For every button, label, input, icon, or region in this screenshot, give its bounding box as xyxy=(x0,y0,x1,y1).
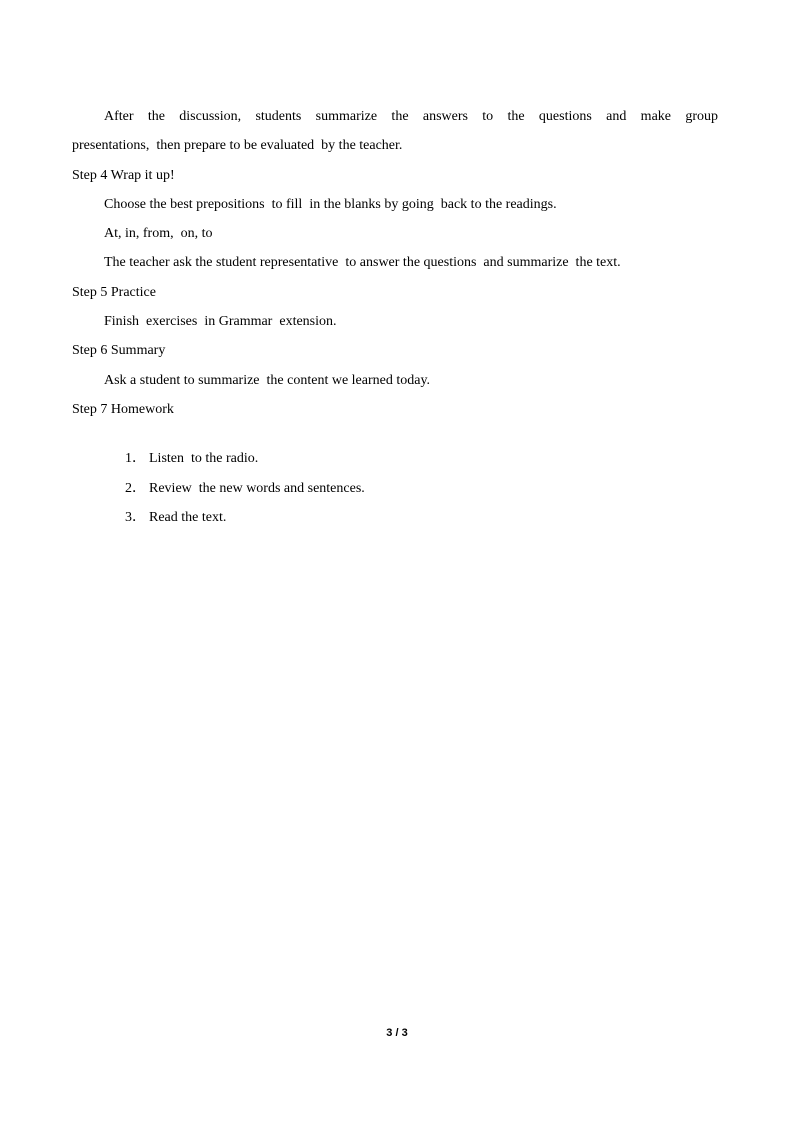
step6-heading: Step 6 Summary xyxy=(72,343,166,359)
homework-item-number: 3． xyxy=(125,509,146,525)
step5-heading: Step 5 Practice xyxy=(72,284,156,300)
page-number: 3 / 3 xyxy=(386,1027,408,1039)
homework-list-item xyxy=(72,429,718,467)
step7-heading: Step 7 Homework xyxy=(72,401,174,417)
step4-note: The teacher ask the student representative to answer the questions and summarize the text. xyxy=(104,255,621,271)
homework-item-text: Read the text. xyxy=(149,509,227,525)
step6-text: Ask a student to summarize the content we learned today. xyxy=(104,372,431,388)
discussion-paragraph-line-1: After the discussion, students summarize the answers to the questions and make group xyxy=(104,109,718,124)
step5-text: Finish exercises in Grammar extension. xyxy=(104,314,337,330)
homework-item-number: 2． xyxy=(125,480,146,496)
homework-item-text: Listen to the radio. xyxy=(149,451,259,467)
step4-options: At, in, from, on, to xyxy=(104,226,213,242)
document-body xyxy=(72,107,718,525)
step4-instruction: Choose the best prepositions to fill in the blanks by going back to the readings. xyxy=(104,196,557,212)
step4-heading: Step 4 Wrap it up! xyxy=(72,167,175,183)
homework-item-number: 1． xyxy=(125,451,146,467)
discussion-paragraph-line-2: presentations, then prepare to be evaluated by the teacher. xyxy=(72,138,403,154)
homework-item-text: Review the new words and sentences. xyxy=(149,480,365,496)
